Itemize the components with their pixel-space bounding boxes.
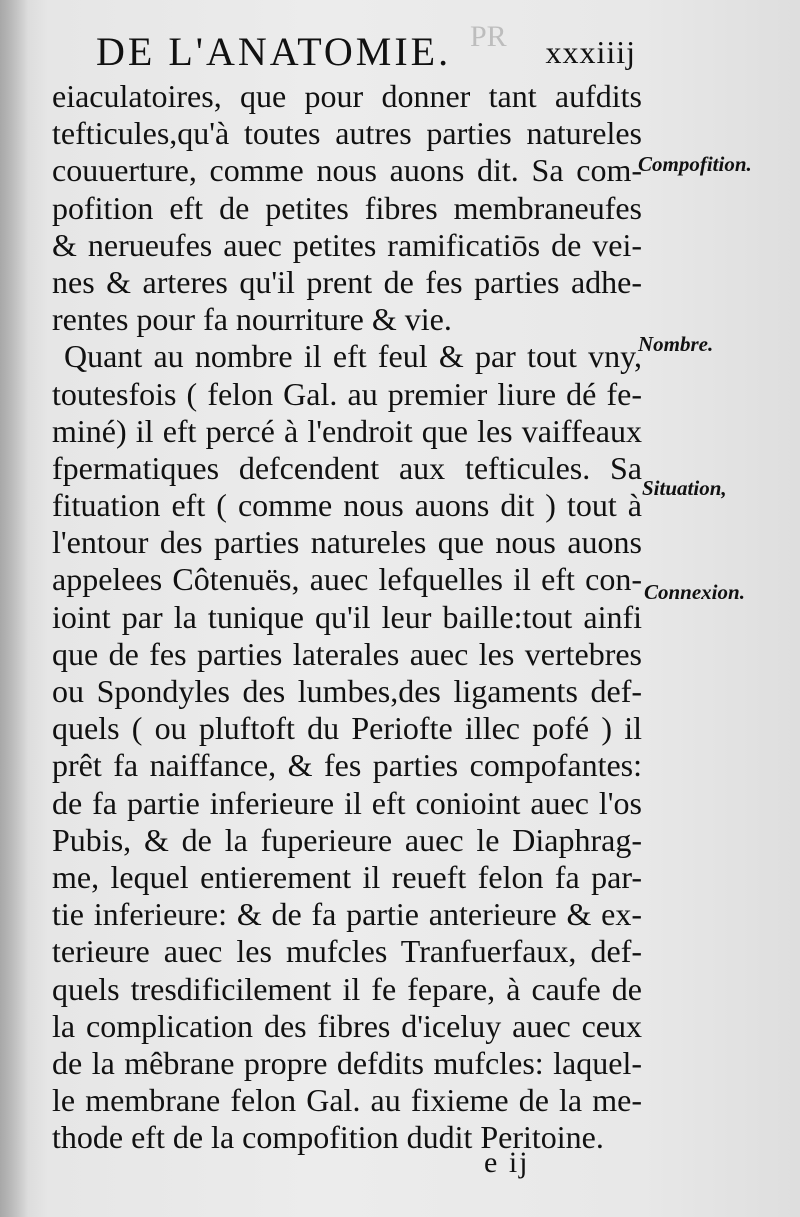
text-line: fpermatiques defcendent aux tefticules. Sa <box>52 449 642 486</box>
text-line: tefticules,qu'à toutes autres parties natureles <box>52 115 642 152</box>
margin-notes <box>636 0 796 1217</box>
text-line: nes & arteres qu'il prent de fes parties adhe- <box>52 263 642 300</box>
text-line: rentes pour fa nourriture & vie. <box>52 301 452 338</box>
text-line: appelees Côtenuës, auec lefquelles il eft con- <box>52 561 642 598</box>
signature-mark: e ij <box>484 1146 530 1179</box>
running-head <box>96 28 636 78</box>
text-line: toutesfois ( felon Gal. au premier liure dé fe- <box>52 375 642 412</box>
text-line: l'entour des parties natureles que nous auons <box>52 524 642 561</box>
text-line: thode eft de la compofition dudit Peritoine. <box>52 1119 604 1156</box>
text-line: me, lequel entierement il reueft felon fa par- <box>52 858 642 895</box>
text-line: que de fes parties laterales auec les vertebres <box>52 635 642 672</box>
text-line: couuerture, comme nous auons dit. Sa com- <box>52 152 642 189</box>
text-line: la complication des fibres d'iceluy auec ceux <box>52 1007 642 1044</box>
text-line: de fa partie inferieure il eft conioint auec l'os <box>52 784 642 821</box>
body-text <box>52 78 642 1156</box>
text-line: Pubis, & de la fuperieure auec le Diaphrag- <box>52 821 642 858</box>
margin-note-situation: Situation, <box>642 476 727 500</box>
text-line: fituation eft ( comme nous auons dit ) tout à <box>52 487 642 524</box>
text-line: pofition eft de petites fibres membraneufes <box>52 189 642 226</box>
text-line: terieure auec les mufcles Tranfuerfaux, def- <box>52 933 642 970</box>
text-line: de la mêbrane propre defdits mufcles: laquel- <box>52 1044 642 1081</box>
text-line: Quant au nombre il eft feul & par tout vny, <box>64 338 642 375</box>
text-line: eiaculatoires, que pour donner tant aufdits <box>52 78 642 114</box>
margin-note-nombre: Nombre. <box>638 332 714 356</box>
text-line: ou Spondyles des lumbes,des ligaments def- <box>52 673 642 709</box>
text-line: quels ( ou pluftoft du Periofte illec pofé ) il <box>52 710 642 747</box>
text-line: tie inferieure: & de fa partie anterieure & ex- <box>52 896 642 933</box>
running-title: DE L'ANATOMIE. <box>96 29 452 74</box>
text-line: & nerueufes auec petites ramificatiōs de vei- <box>52 226 642 263</box>
binding-shadow <box>0 0 28 1217</box>
text-line: ioint par la tunique qu'il leur baille:tout ainfi <box>52 598 642 635</box>
text-line: le membrane felon Gal. au fixieme de la me- <box>52 1082 642 1119</box>
page-number: xxxiiij <box>545 34 636 70</box>
margin-note-composition: Compofition. <box>638 152 752 176</box>
text-line: quels tresdificilement il fe fepare, à caufe de <box>52 970 642 1007</box>
margin-note-connexion: Connexion. <box>644 580 745 604</box>
text-line: prêt fa naiffance, & fes parties compofantes: <box>52 747 642 784</box>
text-line: miné) il eft percé à l'endroit que les vaiffeaux <box>52 412 642 449</box>
show-through-text: PR <box>470 20 507 53</box>
